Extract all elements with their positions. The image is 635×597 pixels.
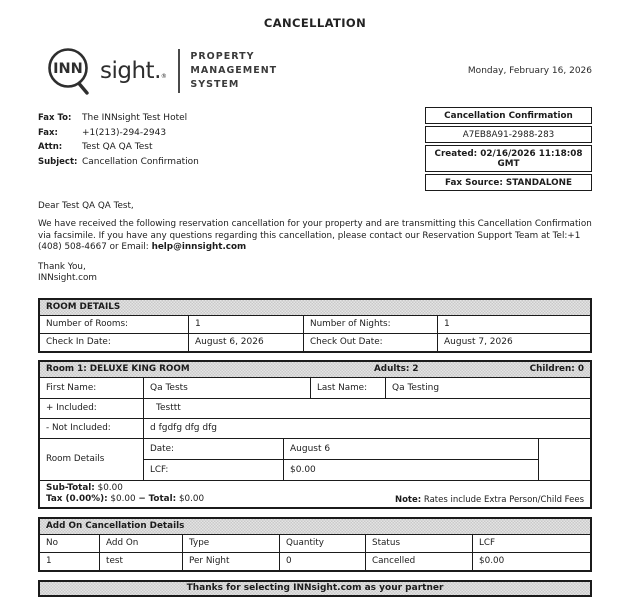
attn-value: Test QA QA Test (82, 142, 153, 152)
addon-table-header: Add On Cancellation Details (40, 519, 590, 534)
confirmation-reference: A7EB8A91-2988-283 (425, 126, 592, 143)
brand-header (38, 43, 592, 99)
logo-divider (178, 49, 180, 93)
totals-row (40, 480, 590, 507)
signature-line: INNsight.com (38, 273, 97, 283)
footer-banner: Thanks for selecting INNsight.com as your partner (38, 580, 592, 597)
col-type: Type (182, 535, 279, 552)
confirmation-box-title: Cancellation Confirmation (425, 107, 592, 124)
col-addon: Add On (99, 535, 182, 552)
logo-tagline: PROPERTY MANAGEMENT SYSTEM (190, 51, 278, 90)
subject-value: Cancellation Confirmation (82, 156, 199, 167)
rate-lcf-label: LCF: (150, 464, 169, 475)
fax-number-line (38, 126, 425, 141)
tax-total-line: Tax (0.00%): $0.00 − Total: $0.00 (46, 493, 205, 504)
fax-number-label: Fax: (38, 127, 58, 138)
room1-title: Room 1: DELUXE KING ROOM (46, 364, 190, 374)
room1-children: Children: 0 (529, 364, 584, 374)
addon-column-header-row (40, 534, 590, 552)
totals-block (46, 483, 395, 505)
confirmation-box (425, 107, 592, 191)
subject-line (38, 155, 425, 170)
rate-date-value: August 6 (283, 439, 538, 459)
not-included-label: - Not Included: (46, 423, 111, 433)
last-name-value: Qa Testing (385, 378, 590, 398)
room1-header (40, 362, 590, 377)
addon-quantity: 0 (279, 553, 365, 570)
rates-note: Note: Rates include Extra Person/Child Fees (394, 494, 584, 505)
fax-to-value: The INNsight Test Hotel (82, 113, 188, 123)
letter-body: We have received the following reservation cancellation for your property and are transmitting this Cancellation Confirmation via facsimile. If you have any questions regarding this cancellation, please contact our Reservation Support Team at Tel:+1 (408) 508-4667 or Email: help@innsight.com (38, 219, 592, 252)
check-out-value: August 7, 2026 (437, 334, 590, 351)
addon-status: Cancelled (365, 553, 472, 570)
letter-closing (38, 262, 592, 285)
magnifier-logo-icon (38, 43, 104, 99)
logo-inn-text: INN (53, 61, 83, 77)
col-no: No (46, 538, 58, 548)
included-value: Testtt (143, 399, 590, 418)
page-title: CANCELLATION (263, 16, 367, 30)
fax-recipient-block (38, 107, 425, 191)
rooms-count-value: 1 (188, 316, 303, 333)
document-date: Monday, February 16, 2026 (467, 66, 592, 76)
room1-table (38, 360, 592, 509)
registered-mark: ® (160, 73, 167, 80)
nights-count-value: 1 (437, 316, 590, 333)
fax-to-label: Fax To: (38, 113, 72, 123)
check-in-label: Check In Date: (46, 337, 111, 347)
check-out-label: Check Out Date: (303, 334, 437, 351)
rate-date-line (144, 439, 538, 459)
fax-to-line (38, 111, 425, 126)
col-status: Status (365, 535, 472, 552)
guest-name-row (40, 377, 590, 398)
room1-adults: Adults: 2 (374, 364, 419, 374)
rate-lcf-line (144, 459, 538, 480)
rate-date-label: Date: (150, 443, 174, 454)
room-details-header: ROOM DETAILS (40, 300, 590, 315)
fax-info-section (38, 107, 592, 191)
fax-number-value: +1(213)-294-2943 (82, 127, 167, 138)
rooms-count-label: Number of Rooms: (46, 319, 129, 329)
nights-count-label: Number of Nights: (303, 316, 437, 333)
innsight-logo (38, 43, 277, 99)
rate-lcf-value: $0.00 (283, 460, 538, 480)
thank-you-line: Thank You, (38, 261, 86, 272)
not-included-value: d fgdfg dfg dfg (143, 419, 590, 438)
addon-data-row (40, 552, 590, 570)
addon-type: Per Night (182, 553, 279, 570)
logo-sight-text: sight.® (100, 58, 167, 84)
attn-label: Attn: (38, 142, 63, 152)
table-row (40, 315, 590, 333)
table-row (40, 333, 590, 351)
attn-line (38, 140, 425, 155)
room-details-table (38, 298, 592, 353)
check-in-value: August 6, 2026 (188, 334, 303, 351)
last-name-label: Last Name: (310, 378, 385, 398)
addon-lcf: $0.00 (472, 553, 590, 570)
room-details-label: Room Details (46, 454, 105, 464)
subject-label: Subject: (38, 156, 78, 167)
addon-no: 1 (46, 556, 52, 566)
fax-source: Fax Source: STANDALONE (425, 174, 592, 191)
col-quantity: Quantity (279, 535, 365, 552)
addon-name: test (99, 553, 182, 570)
greeting: Dear Test QA QA Test, (38, 201, 134, 211)
rate-empty-cell (538, 439, 590, 480)
included-label: + Included: (46, 403, 97, 413)
first-name-value: Qa Tests (143, 378, 310, 398)
room-rate-details-row (40, 438, 590, 480)
confirmation-created: Created: 02/16/2026 11:18:08 GMT (425, 145, 592, 172)
included-row (40, 398, 590, 418)
not-included-row (40, 418, 590, 438)
first-name-label: First Name: (46, 382, 97, 393)
support-email: help@innsight.com (151, 242, 247, 252)
col-lcf: LCF (472, 535, 590, 552)
addon-table (38, 517, 592, 572)
subtotal-line: Sub-Total: $0.00 (46, 482, 123, 493)
